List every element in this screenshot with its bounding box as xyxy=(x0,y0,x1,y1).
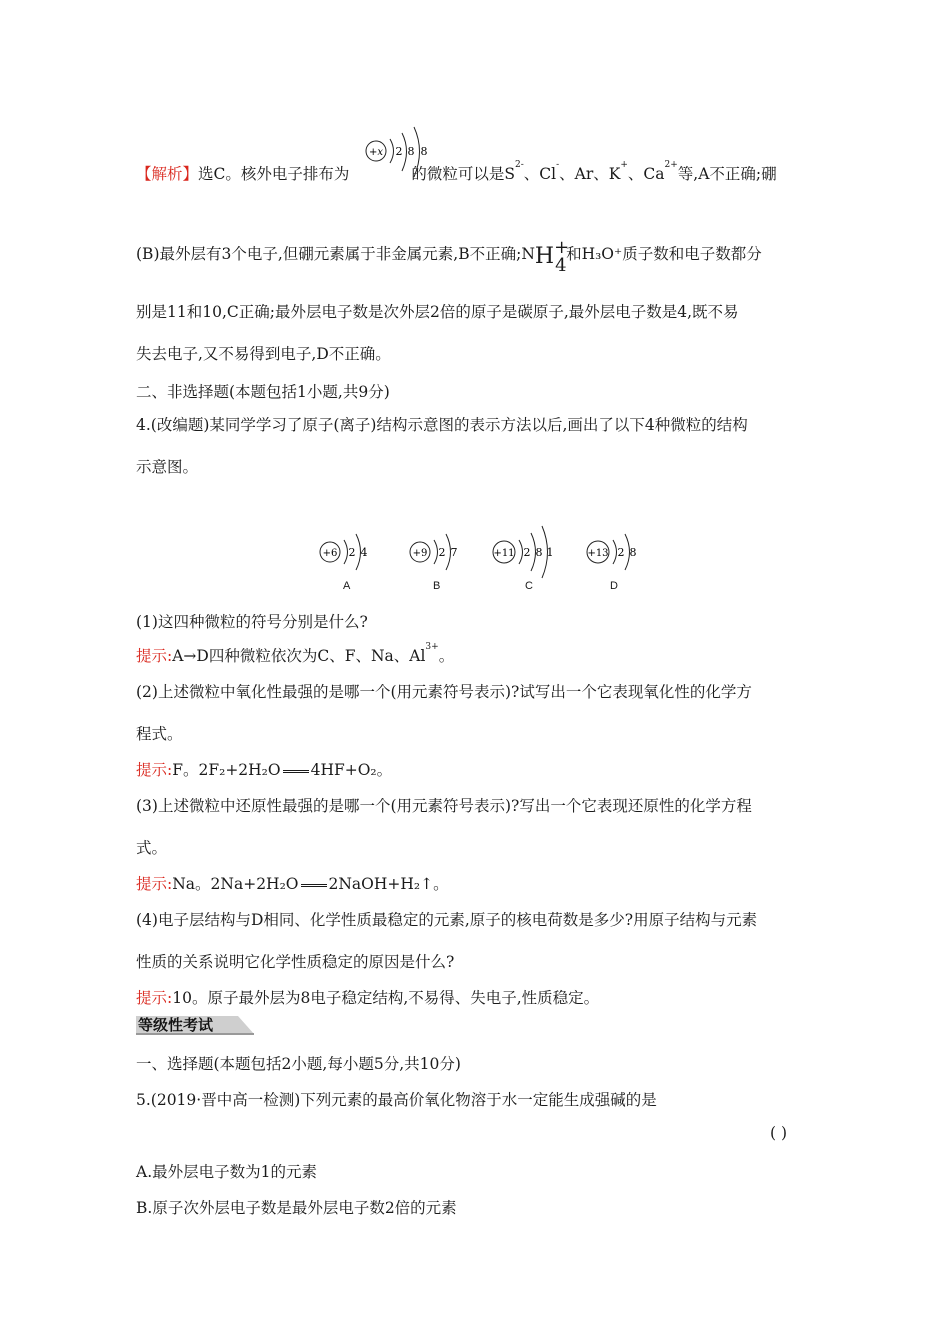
q4-sub4-line-1: (4)电子层结构与D相同、化学性质最稳定的元素,原子的核电荷数是多少?用原子结构与元素 xyxy=(136,911,758,929)
section-banner: 等级性考试 xyxy=(136,1014,254,1036)
hint-label: 提示: xyxy=(136,647,173,665)
section1-title: 一、选择题(本题包括2小题,每小题5分,共10分) xyxy=(136,1055,461,1073)
svg-text:4: 4 xyxy=(360,546,368,559)
analysis-line-2: (B)最外层有3个电子,但硼元素属于非金属元素,B不正确;NH + 4 和H₃O⁺质子数和电子数都分 xyxy=(136,237,762,276)
analysis-line-4: 失去电子,又不易得到电子,D不正确。 xyxy=(136,345,391,363)
analysis-tag: 【解析】 xyxy=(136,165,199,183)
equation-sign xyxy=(283,770,309,773)
atom-label-c: C xyxy=(525,580,533,592)
section2-title: 二、非选择题(本题包括1小题,共9分) xyxy=(136,383,390,401)
atom-label-d: D xyxy=(610,580,618,592)
q4-sub1: (1)这四种微粒的符号分别是什么? xyxy=(136,613,368,631)
svg-text:8: 8 xyxy=(420,145,428,158)
q4-stem-line-1: 4.(改编题)某同学学习了原子(离子)结构示意图的表示方法以后,画出了以下4种微粒的结构 xyxy=(136,416,748,434)
atom-label-b: B xyxy=(433,580,441,592)
q4-sub3-line-1: (3)上述微粒中还原性最强的是哪一个(用元素符号表示)?写出一个它表现还原性的化学方程 xyxy=(136,797,752,815)
svg-text:7: 7 xyxy=(450,546,458,559)
atom-diagram-a xyxy=(318,524,378,584)
atom-diagram-b xyxy=(408,524,468,584)
svg-text:2: 2 xyxy=(523,546,531,559)
svg-text:1: 1 xyxy=(546,546,554,559)
q5-option-b: B.原子次外层电子数是最外层电子数2倍的元素 xyxy=(136,1199,457,1217)
hint-label: 提示: xyxy=(136,875,173,893)
svg-text:+9: +9 xyxy=(412,548,428,559)
atom-diagram-d xyxy=(586,524,646,584)
svg-text:8: 8 xyxy=(407,145,415,158)
q4-sub4-line-2: 性质的关系说明它化学性质稳定的原因是什么? xyxy=(136,953,455,971)
equation-sign xyxy=(301,884,327,887)
svg-text:+x: +x xyxy=(368,147,384,158)
analysis-line-3: 别是11和10,C正确;最外层电子数是次外层2倍的原子是碳原子,最外层电子数是4,既不易 xyxy=(136,303,739,321)
svg-text:+13: +13 xyxy=(587,548,609,559)
svg-text:2: 2 xyxy=(395,145,403,158)
q5-stem: 5.(2019·晋中高一检测)下列元素的最高价氧化物溶于水一定能生成强碱的是 xyxy=(136,1091,657,1109)
q4-hint2: 提示:F。2F₂+2H₂O 4HF+O₂。 xyxy=(136,761,393,779)
q4-sub2-line-1: (2)上述微粒中氧化性最强的是哪一个(用元素符号表示)?试写出一个它表现氧化性的化学方 xyxy=(136,683,752,701)
atom-label-a: A xyxy=(343,580,351,592)
q4-hint4: 提示:10。原子最外层为8电子稳定结构,不易得、失电子,性质稳定。 xyxy=(136,989,600,1007)
svg-text:8: 8 xyxy=(535,546,543,559)
svg-text:+11: +11 xyxy=(493,548,515,559)
q4-sub2-line-2: 程式。 xyxy=(136,725,183,743)
q4-stem-line-2: 示意图。 xyxy=(136,458,199,476)
q4-sub3-line-2: 式。 xyxy=(136,839,168,857)
svg-text:2: 2 xyxy=(438,546,446,559)
svg-text:2: 2 xyxy=(348,546,356,559)
svg-text:+6: +6 xyxy=(322,548,338,559)
svg-text:2: 2 xyxy=(617,546,625,559)
atom-diagram-c xyxy=(492,522,562,586)
answer-bracket: ( ) xyxy=(770,1124,788,1142)
q5-option-a: A.最外层电子数为1的元素 xyxy=(136,1163,317,1181)
svg-text:8: 8 xyxy=(629,546,637,559)
atom-diagram-x xyxy=(364,124,434,188)
hint-label: 提示: xyxy=(136,989,173,1007)
q4-hint3: 提示:Na。2Na+2H₂O 2NaOH+H₂↑。 xyxy=(136,875,449,893)
q4-hint1: 提示:A→D四种微粒依次为C、F、Na、$Al^{3+}$。 xyxy=(136,642,455,665)
analysis-line-1: 【解析】选C。核外电子排布为 的微粒可以是$S^{2-}$、Cl-、Ar、K+、$Ca^{2+}$等,A不正确;硼 xyxy=(136,160,777,183)
hint-label: 提示: xyxy=(136,761,173,779)
